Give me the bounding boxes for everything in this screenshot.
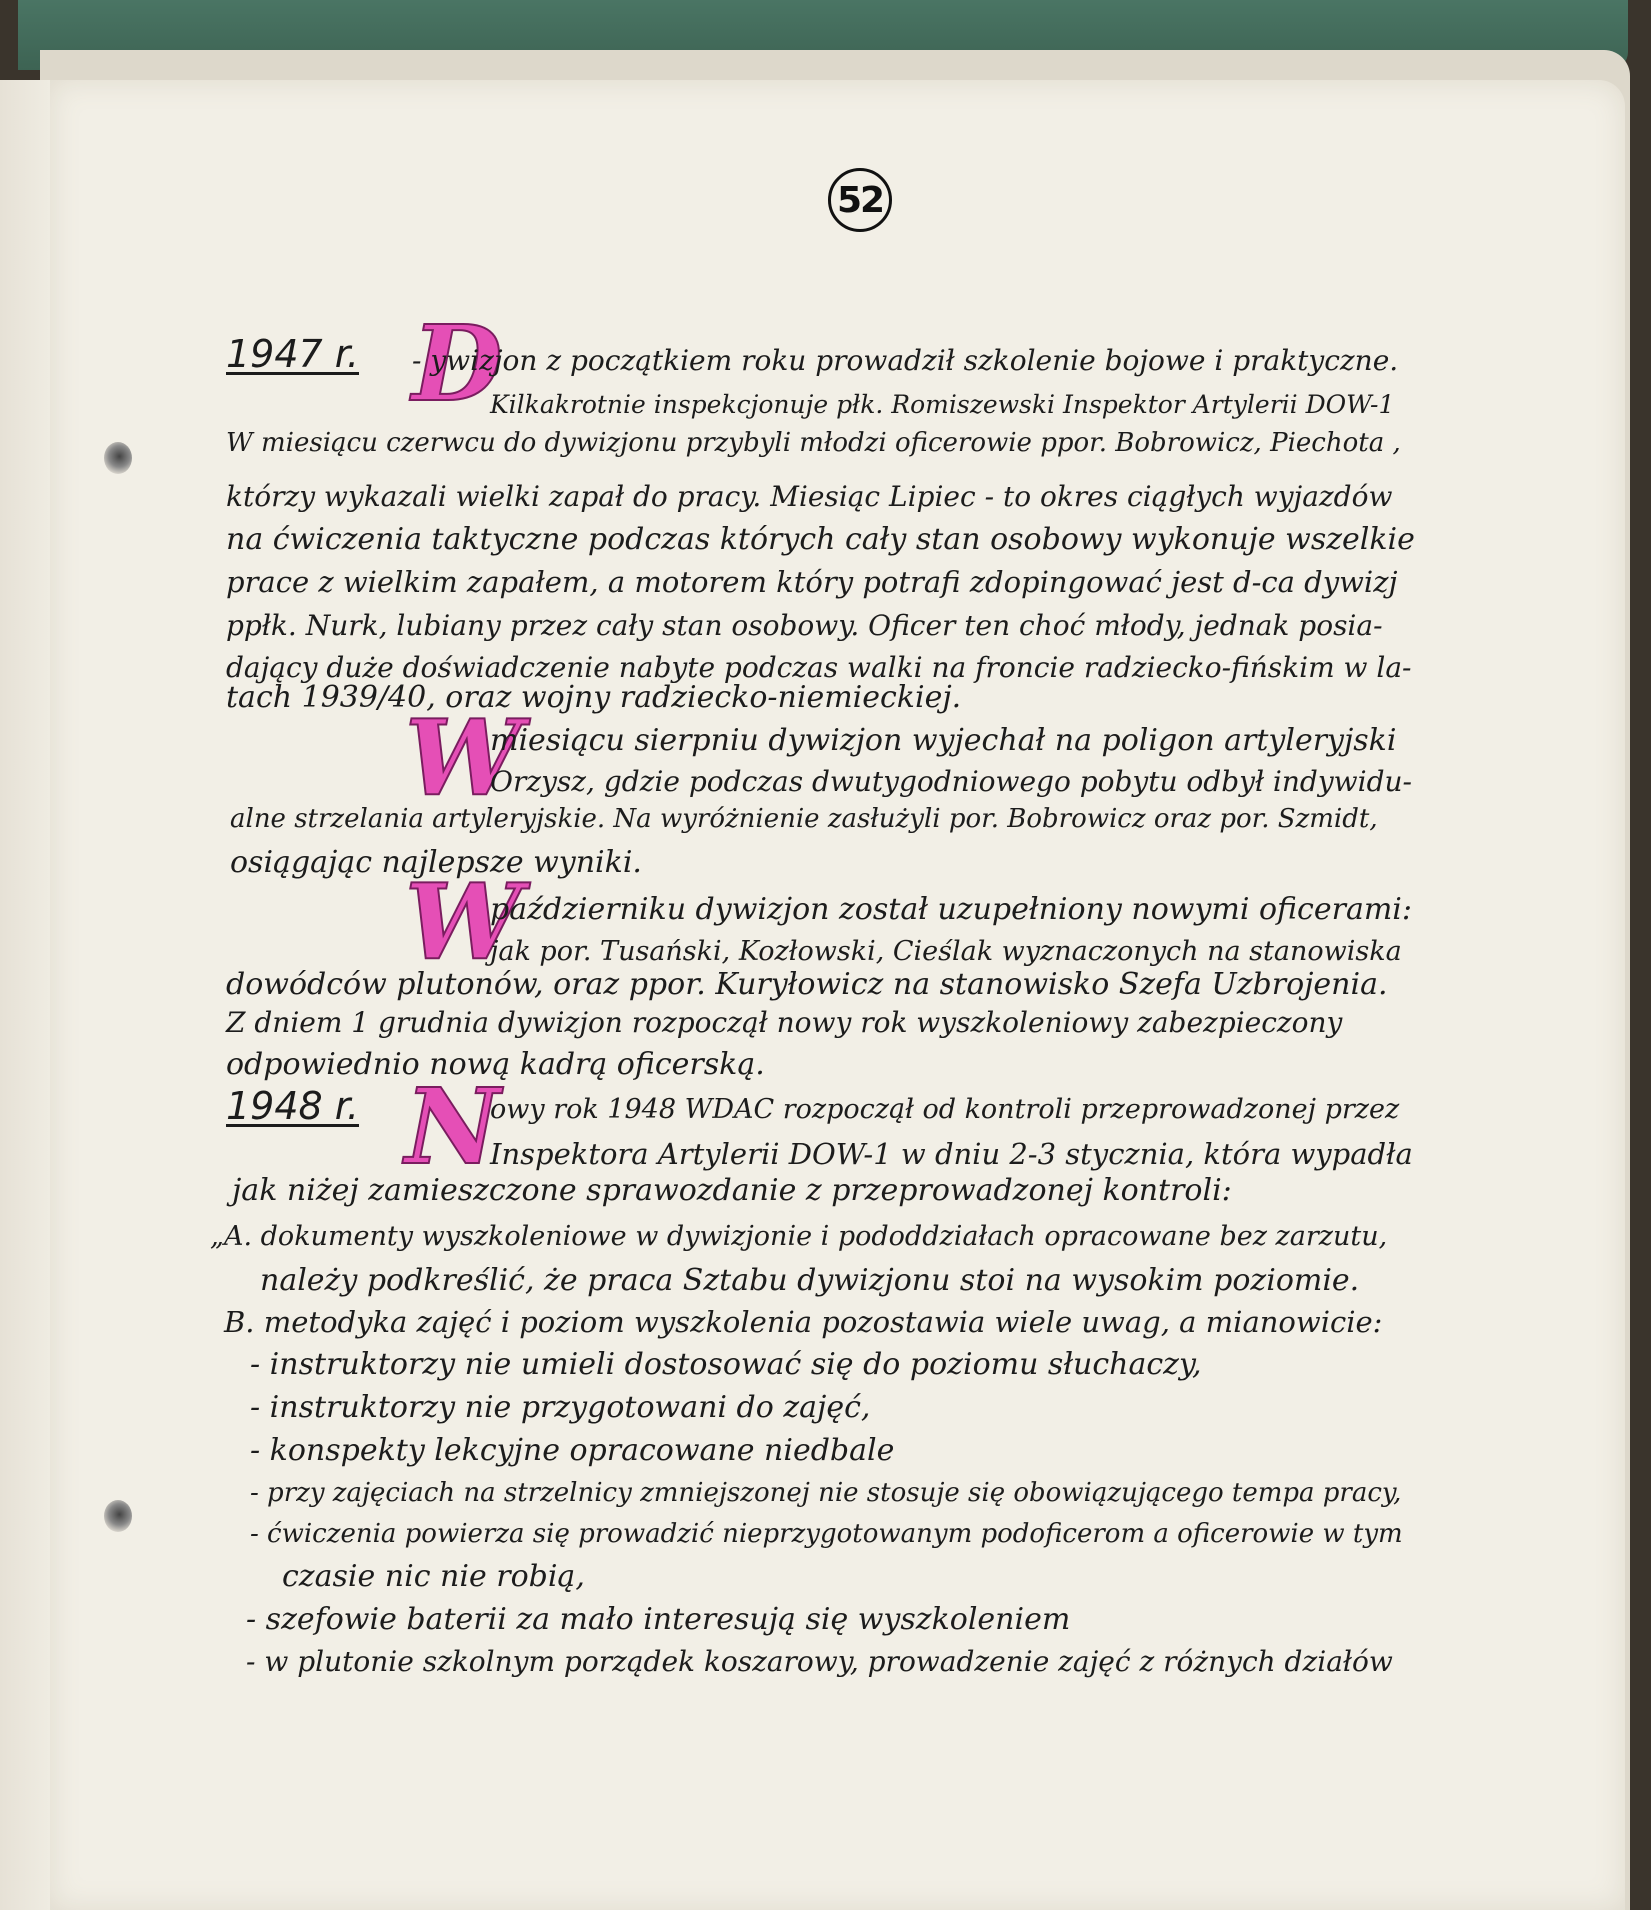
text-line: Kilkakrotnie inspekcjonuje płk. Romiszewski Inspektor Artylerii DOW-1 (490, 390, 1395, 419)
year-heading-1947: 1947 r. (226, 332, 359, 376)
decorative-initial-w-2: W (405, 860, 522, 983)
text-line: - przy zajęciach na strzelnicy zmniejszonej nie stosuje się obowiązującego tempa pracy, (250, 1478, 1402, 1508)
text-line: odpowiednio nową kadrą oficerską. (226, 1047, 765, 1082)
text-line: należy podkreślić, że praca Sztabu dywizjonu stoi na wysokim poziomie. (260, 1263, 1360, 1298)
text-line: alne strzelania artyleryjskie. Na wyróżnienie zasłużyli por. Bobrowicz oraz por. Szmidt, (230, 804, 1378, 834)
text-line: owy rok 1948 WDAC rozpoczął od kontroli przeprowadzonej przez (490, 1094, 1400, 1125)
text-line: - ćwiczenia powierza się prowadzić nieprzygotowanym podoficerom a oficerowie w tym (250, 1519, 1403, 1549)
year-heading-1948: 1948 r. (226, 1084, 359, 1128)
text-line: na ćwiczenia taktyczne podczas których cały stan osobowy wykonuje wszelkie (226, 522, 1415, 557)
text-line: - ywizjon z początkiem roku prowadził szkolenie bojowe i praktyczne. (412, 344, 1399, 377)
text-line: W miesiącu czerwcu do dywizjonu przybyli młodzi oficerowie ppor. Bobrowicz, Piechota , (226, 428, 1401, 458)
text-line: którzy wykazali wielki zapał do pracy. Miesiąc Lipiec - to okres ciągłych wyjazdów (226, 480, 1393, 513)
text-line: dający duże doświadczenie nabyte podczas walki na froncie radziecko-fińskim w la- (226, 651, 1412, 684)
punch-hole-top (104, 442, 132, 474)
text-line: dowódców plutonów, oraz ppor. Kuryłowicz na stanowisko Szefa Uzbrojenia. (226, 967, 1388, 1002)
text-line: październiku dywizjon został uzupełniony nowymi oficerami: (490, 892, 1412, 927)
text-line: tach 1939/40, oraz wojny radziecko-niemieckiej. (226, 680, 962, 715)
text-line: osiągając najlepsze wyniki. (230, 845, 642, 880)
punch-hole-bottom (104, 1500, 132, 1532)
decorative-initial-d: D (412, 302, 503, 425)
text-line: czasie nic nie robią, (282, 1559, 585, 1594)
binding-margin (0, 80, 50, 1910)
text-line: „A. dokumenty wyszkoleniowe w dywizjonie i pododdziałach opracowane bez zarzutu, (210, 1221, 1388, 1252)
text-line: - w plutonie szkolnym porządek koszarowy, prowadzenie zajęć z różnych działów (246, 1645, 1393, 1678)
text-line: - instruktorzy nie przygotowani do zajęć, (250, 1390, 871, 1425)
text-line: - szefowie baterii za mało interesują się wyszkoleniem (246, 1602, 1071, 1637)
text-line: Orzysz, gdzie podczas dwutygodniowego pobytu odbył indywidu- (490, 765, 1413, 798)
text-line: miesiącu sierpniu dywizjon wyjechał na poligon artyleryjski (490, 723, 1397, 758)
text-line: Inspektora Artylerii DOW-1 w dniu 2-3 stycznia, która wypadła (490, 1137, 1413, 1171)
decorative-initial-n: N (405, 1065, 501, 1188)
text-line: B. metodyka zajęć i poziom wyszkolenia pozostawia wiele uwag, a mianowicie: (224, 1305, 1383, 1339)
text-line: prace z wielkim zapałem, a motorem który potrafi zdopingować jest d-ca dywizj (226, 565, 1398, 599)
decorative-initial-w: W (405, 696, 522, 819)
text-line: ppłk. Nurk, lubiany przez cały stan osobowy. Oficer ten choć młody, jednak posia- (226, 609, 1383, 642)
text-line: Z dniem 1 grudnia dywizjon rozpoczął nowy rok wyszkoleniowy zabezpieczony (226, 1006, 1343, 1039)
text-line: jak por. Tusański, Kozłowski, Cieślak wyznaczonych na stanowiska (490, 936, 1402, 967)
text-line: jak niżej zamieszczone sprawozdanie z przeprowadzonej kontroli: (232, 1173, 1232, 1208)
text-line: - instruktorzy nie umieli dostosować się do poziomu słuchaczy, (250, 1347, 1202, 1382)
text-line: - konspekty lekcyjne opracowane niedbale (250, 1433, 895, 1468)
page-number: 52 (828, 168, 892, 232)
